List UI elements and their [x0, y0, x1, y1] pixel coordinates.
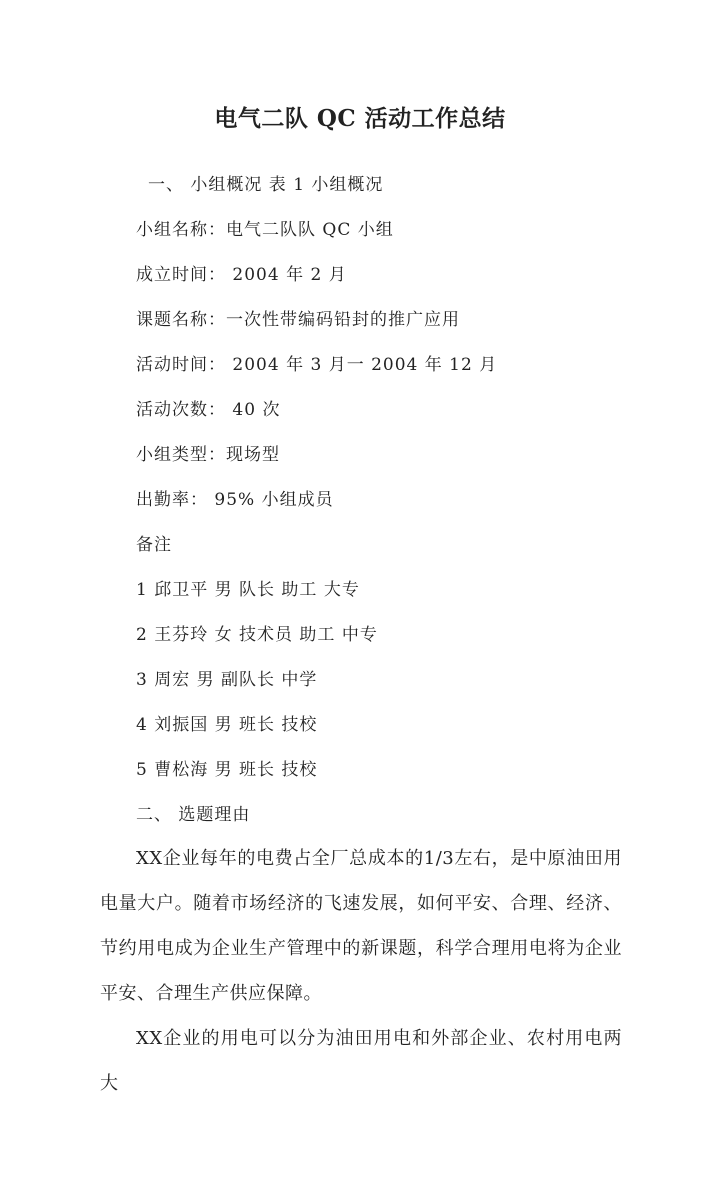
body-paragraph-2: XX企业的用电可以分为油田用电和外部企业、农村用电两大	[100, 1028, 622, 1094]
attendance-line: 出勤率： 95% 小组成员	[136, 490, 334, 510]
group-name-line: 小组名称：电气二队队 QC 小组	[136, 220, 394, 240]
member-line-4: 4 刘振国 男 班长 技校	[136, 715, 318, 735]
founded-date-line: 成立时间： 2004 年 2 月	[136, 265, 347, 285]
remarks-line: 备注	[136, 535, 172, 555]
member-line-5: 5 曹松海 男 班长 技校	[136, 760, 318, 780]
member-line-2: 2 王芬玲 女 技术员 助工 中专	[136, 625, 378, 645]
section-heading-group-overview: 一、 小组概况 表 1 小组概况	[148, 175, 384, 195]
activity-count-line: 活动次数： 40 次	[136, 400, 281, 420]
project-name-line: 课题名称：一次性带编码铅封的推广应用	[136, 310, 460, 330]
body-paragraph-1: XX企业每年的电费占全厂总成本的1/3左右，是中原油田用电量大户。随着市场经济的飞速发展，如何平安、合理、经济、节约用电成为企业生产管理中的新课题，科学合理用电将为企业平安、合理生产供应保障。	[100, 848, 622, 1004]
section-heading-topic-reason: 二、 选题理由	[136, 805, 251, 825]
member-line-1: 1 邱卫平 男 队长 助工 大专	[136, 580, 360, 600]
group-type-line: 小组类型：现场型	[136, 445, 280, 465]
member-line-3: 3 周宏 男 副队长 中学	[136, 670, 318, 690]
activity-period-line: 活动时间： 2004 年 3 月一 2004 年 12 月	[136, 355, 498, 375]
document-title: 电气二队 QC 活动工作总结	[214, 105, 506, 132]
